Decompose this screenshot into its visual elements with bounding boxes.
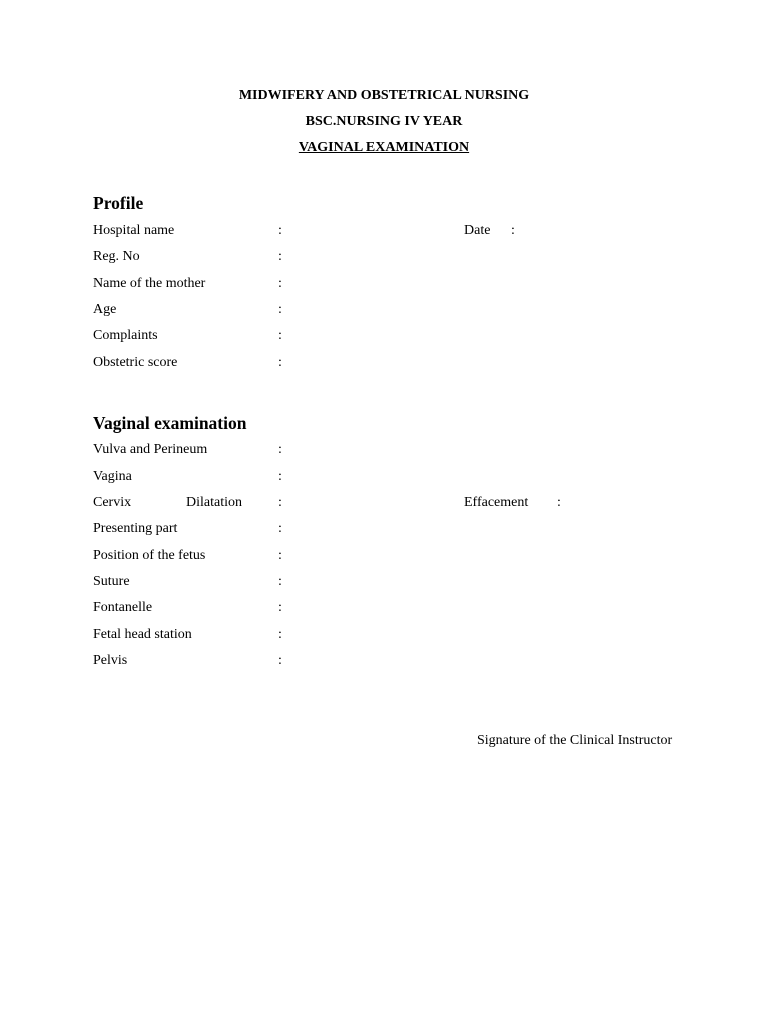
vulva-label: Vulva and Perineum xyxy=(93,442,208,457)
obstetric-score-row xyxy=(93,354,693,372)
fetal-head-station-colon: : xyxy=(278,627,282,642)
age-row xyxy=(93,301,693,319)
suture-label: Suture xyxy=(93,574,130,589)
presenting-part-row xyxy=(93,520,693,538)
cervix-row xyxy=(93,494,693,512)
mother-name-label: Name of the mother xyxy=(93,276,206,291)
vaginal-examination-heading: Vaginal examination xyxy=(93,413,247,433)
complaints-colon: : xyxy=(278,328,282,343)
mother-name-row xyxy=(93,275,693,293)
vagina-row xyxy=(93,468,693,486)
obstetric-score-colon: : xyxy=(278,355,282,370)
date-colon: : xyxy=(511,223,515,238)
fetal-head-station-row xyxy=(93,626,693,644)
age-label: Age xyxy=(93,302,117,317)
reg-no-label: Reg. No xyxy=(93,249,140,264)
pelvis-row xyxy=(93,652,693,670)
dilatation-colon: : xyxy=(278,495,282,510)
age-colon: : xyxy=(278,302,282,317)
presenting-part-label: Presenting part xyxy=(93,521,178,536)
vulva-row xyxy=(93,441,693,459)
suture-colon: : xyxy=(278,574,282,589)
vulva-colon: : xyxy=(278,442,282,457)
pelvis-label: Pelvis xyxy=(93,653,128,668)
vagina-label: Vagina xyxy=(93,469,132,484)
hospital-name-colon: : xyxy=(278,223,282,238)
dilatation-label: Dilatation xyxy=(186,495,242,510)
fontanelle-row xyxy=(93,599,693,617)
document-title: MIDWIFERY AND OBSTETRICAL NURSING xyxy=(238,88,530,103)
fetus-position-colon: : xyxy=(278,548,282,563)
presenting-part-colon: : xyxy=(278,521,282,536)
fetus-position-row xyxy=(93,547,693,565)
fetal-head-station-label: Fetal head station xyxy=(93,627,192,642)
cervix-label: Cervix xyxy=(93,495,132,510)
hospital-name-label: Hospital name xyxy=(93,223,175,238)
reg-no-row xyxy=(93,248,693,266)
fontanelle-label: Fontanelle xyxy=(93,600,153,615)
suture-row xyxy=(93,573,693,591)
profile-heading: Profile xyxy=(93,193,144,213)
date-label: Date xyxy=(464,223,491,238)
pelvis-colon: : xyxy=(278,653,282,668)
effacement-label: Effacement xyxy=(464,495,529,510)
effacement-colon: : xyxy=(557,495,561,510)
mother-name-colon: : xyxy=(278,276,282,291)
complaints-row xyxy=(93,327,693,345)
reg-no-colon: : xyxy=(278,249,282,264)
obstetric-score-label: Obstetric score xyxy=(93,355,178,370)
form-title: VAGINAL EXAMINATION xyxy=(298,140,470,155)
vagina-colon: : xyxy=(278,469,282,484)
signature-label: Signature of the Clinical Instructor xyxy=(477,733,673,748)
fetus-position-label: Position of the fetus xyxy=(93,548,206,563)
document-subtitle: BSC.NURSING IV YEAR xyxy=(305,114,463,129)
fontanelle-colon: : xyxy=(278,600,282,615)
complaints-label: Complaints xyxy=(93,328,158,343)
hospital-name-row xyxy=(93,222,693,240)
